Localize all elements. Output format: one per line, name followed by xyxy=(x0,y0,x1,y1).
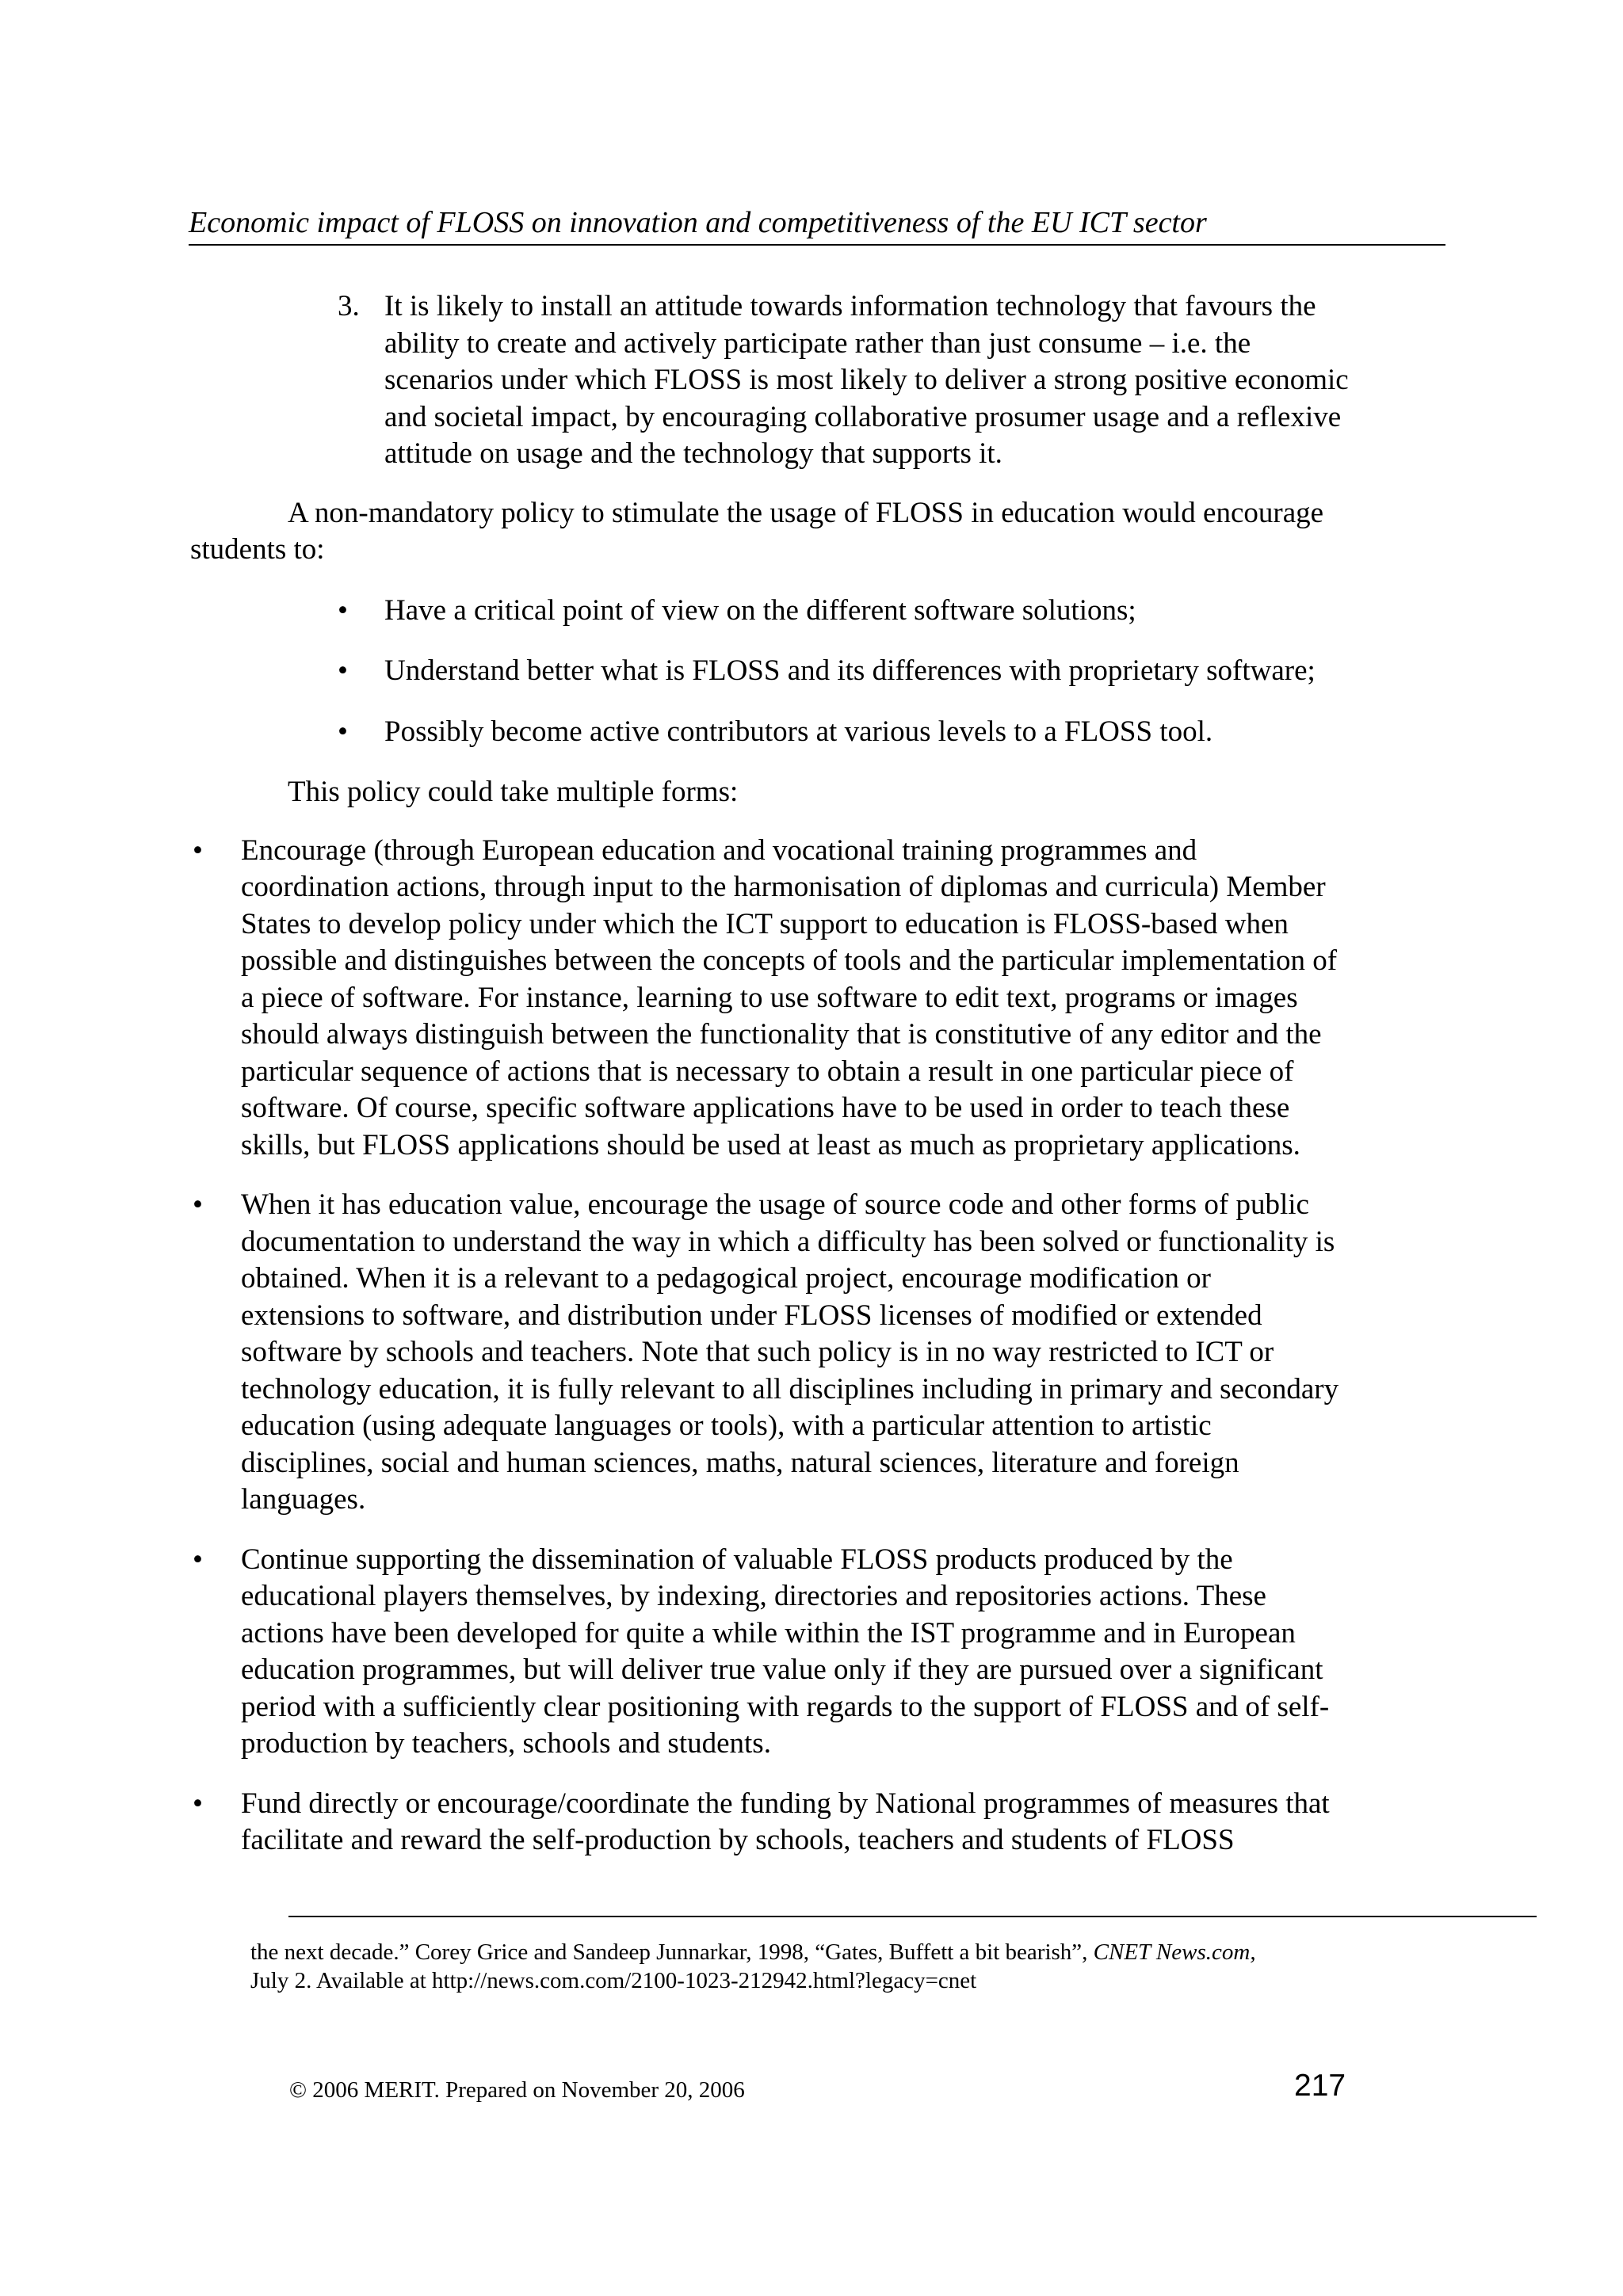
footnote-separator xyxy=(288,1916,1537,1917)
header-rule xyxy=(189,244,1445,246)
item-line: It is likely to install an attitude towards information technology that favours the xyxy=(384,290,1316,322)
intro-line: A non-mandatory policy to stimulate the usage of FLOSS in education would encourage xyxy=(288,496,1324,529)
bullet-line: education (using adequate languages or tools), with a particular attention to artistic xyxy=(241,1409,1212,1442)
sub-bullet-text: Understand better what is FLOSS and its differences with proprietary software; xyxy=(384,654,1316,687)
page-number: 217 xyxy=(1294,2069,1346,2103)
sub-bullet-text: Possibly become active contributors at various levels to a FLOSS tool. xyxy=(384,715,1213,748)
bullet-icon: • xyxy=(193,833,203,867)
item-number: 3. xyxy=(338,290,360,322)
numbered-list xyxy=(338,288,1452,473)
sub-bullet-item xyxy=(338,653,1452,690)
bullet-line: coordination actions, through input to the harmonisation of diplomas and curricula) Member xyxy=(241,871,1326,903)
main-bullet-item xyxy=(193,1786,1452,1859)
running-header xyxy=(189,204,1445,241)
sub-bullet-text: Have a critical point of view on the different software solutions; xyxy=(384,593,1136,627)
sub-bullet-item xyxy=(338,714,1452,751)
bullet-line: a piece of software. For instance, learning to use software to edit text, programs or images xyxy=(241,981,1298,1014)
footnote-text: the next decade.” Corey Grice and Sandeep Junnarkar, 1998, “Gates, Buffett a bit bearish”, xyxy=(250,1939,1094,1965)
intro-paragraph xyxy=(190,495,1452,569)
bullet-line: documentation to understand the way in which a difficulty has been solved or functionality is xyxy=(241,1225,1335,1258)
bullet-line: software. Of course, specific software applications have to be used in order to teach these xyxy=(241,1092,1290,1124)
bullet-line: Encourage (through European education and vocational training programmes and xyxy=(241,833,1197,867)
main-bullet-item xyxy=(193,1542,1452,1763)
bullet-line: should always distinguish between the functionality that is constitutive of any editor and the xyxy=(241,1018,1322,1051)
intro-line: students to: xyxy=(190,533,325,566)
bullet-line: extensions to software, and distribution under FLOSS licenses of modified or extended xyxy=(241,1299,1262,1332)
numbered-item-3 xyxy=(338,288,1452,473)
bullet-icon: • xyxy=(338,715,348,748)
main-bullet-list xyxy=(193,833,1452,1859)
bullet-line: States to develop policy under which the ICT support to education is FLOSS-based when xyxy=(241,907,1289,940)
bullet-icon: • xyxy=(193,1787,203,1820)
bullet-line: period with a sufficiently clear positioning with regards to the support of FLOSS and of self- xyxy=(241,1690,1330,1723)
bullet-line: Fund directly or encourage/coordinate the funding by National programmes of measures that xyxy=(241,1787,1330,1820)
main-bullet-item xyxy=(193,833,1452,1165)
bullet-icon: • xyxy=(338,593,348,627)
footnote-url-line: July 2. Available at http://news.com.com/2100-1023-212942.html?legacy=cnet xyxy=(250,1968,977,1993)
footnote-source: CNET News.com, xyxy=(1093,1939,1256,1965)
forms-paragraph: This policy could take multiple forms: xyxy=(288,776,739,808)
bullet-icon: • xyxy=(338,654,348,687)
bullet-icon: • xyxy=(193,1188,203,1221)
bullet-line: When it has education value, encourage the usage of source code and other forms of public xyxy=(241,1188,1309,1221)
bullet-line: skills, but FLOSS applications should be used at least as much as proprietary applications. xyxy=(241,1128,1300,1161)
bullet-line: educational players themselves, by indexing, directories and repositories actions. These xyxy=(241,1580,1266,1612)
bullet-line: languages. xyxy=(241,1483,366,1516)
bullet-line: production by teachers, schools and students. xyxy=(241,1727,771,1760)
footer-copyright: © 2006 MERIT. Prepared on November 20, 2006 xyxy=(289,2077,745,2103)
item-line: attitude on usage and the technology that supports it. xyxy=(384,437,1002,470)
item-line: and societal impact, by encouraging collaborative prosumer usage and a reflexive xyxy=(384,400,1342,433)
footnote xyxy=(250,1938,1487,1995)
sub-bullet-item xyxy=(338,593,1452,630)
bullet-line: Continue supporting the dissemination of valuable FLOSS products produced by the xyxy=(241,1543,1233,1576)
bullet-line: particular sequence of actions that is necessary to obtain a result in one particular piece of xyxy=(241,1055,1294,1088)
item-line: ability to create and actively participate rather than just consume – i.e. the xyxy=(384,326,1251,360)
bullet-line: education programmes, but will deliver true value only if they are pursued over a significant xyxy=(241,1653,1323,1686)
bullet-line: possible and distinguishes between the concepts of tools and the particular implementation of xyxy=(241,944,1338,977)
bullet-line: technology education, it is fully relevant to all disciplines including in primary and secondary xyxy=(241,1372,1339,1405)
bullet-line: obtained. When it is a relevant to a pedagogical project, encourage modification or xyxy=(241,1262,1211,1295)
body-text xyxy=(190,288,1452,1882)
bullet-line: software by schools and teachers. Note that such policy is in no way restricted to ICT or xyxy=(241,1336,1274,1368)
bullet-line: actions have been developed for quite a while within the IST programme and in European xyxy=(241,1616,1296,1650)
main-bullet-item xyxy=(193,1187,1452,1519)
bullet-line: disciplines, social and human sciences, maths, natural sciences, literature and foreign xyxy=(241,1446,1239,1479)
sub-bullet-list xyxy=(338,593,1452,751)
bullet-line: facilitate and reward the self-production by schools, teachers and students of FLOSS xyxy=(241,1824,1235,1856)
header-title: Economic impact of FLOSS on innovation and competitiveness of the EU ICT sector xyxy=(189,206,1207,239)
item-line: scenarios under which FLOSS is most likely to deliver a strong positive economic xyxy=(384,364,1349,396)
bullet-icon: • xyxy=(193,1543,203,1576)
